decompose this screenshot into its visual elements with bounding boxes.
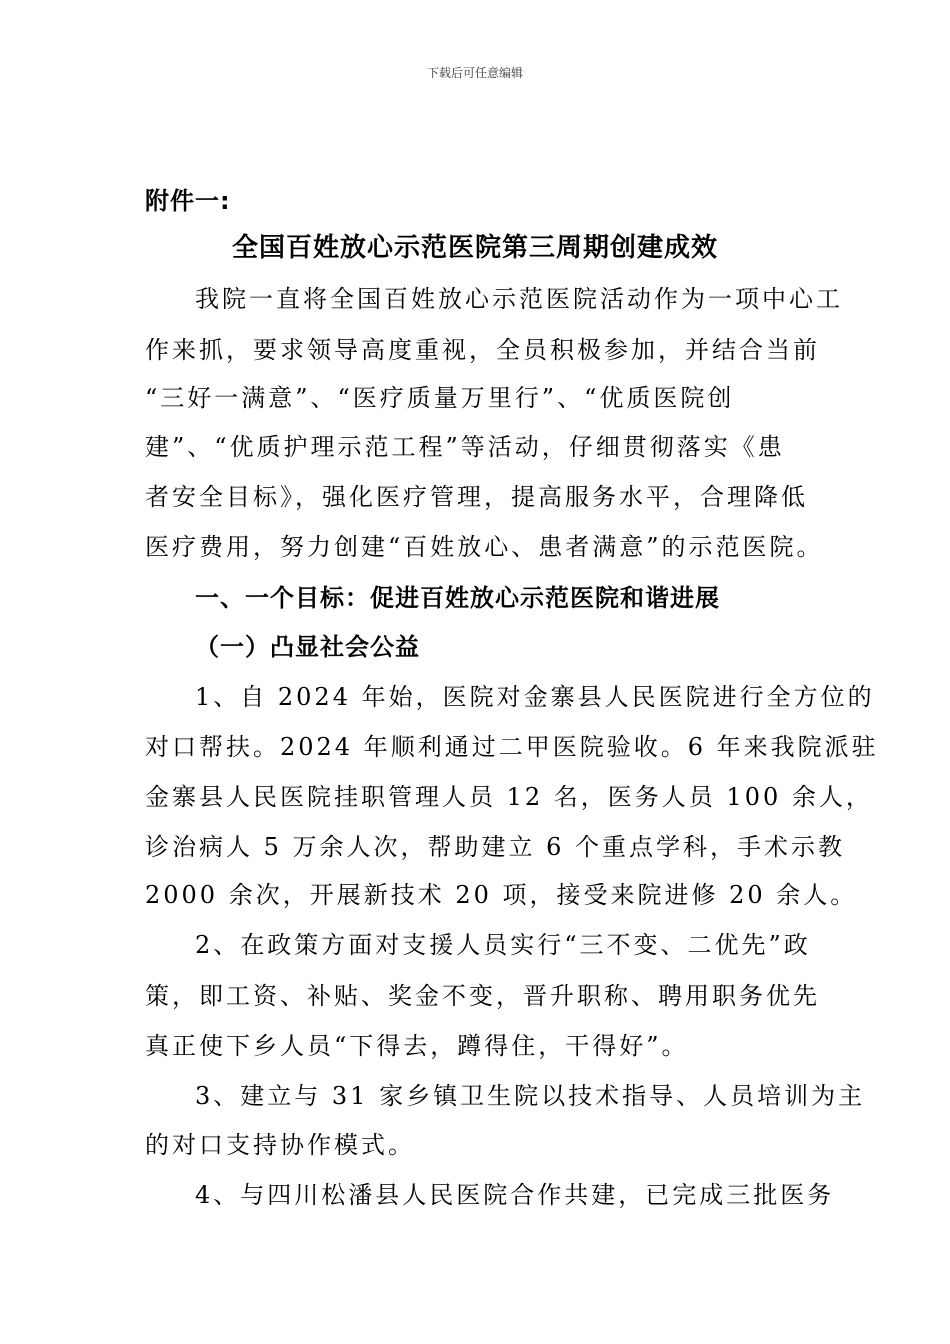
subsection-heading: （一）凸显社会公益	[195, 633, 420, 661]
paragraph-line: 2000 余次，开展新技术 20 项，接受来院进修 20 余人。	[145, 881, 858, 909]
attachment-label: 附件一:	[145, 187, 231, 215]
paragraph-line: 建”、“优质护理示范工程”等活动，仔细贯彻落实《患	[145, 433, 785, 461]
paragraph-line: 对口帮扶。2024 年顺利通过二甲医院验收。6 年来我院派驻	[145, 733, 879, 761]
section-heading: 一、一个目标：促进百姓放心示范医院和谐进展	[195, 584, 720, 612]
paragraph-line: 2、在政策方面对支援人员实行“三不变、二优先”政	[195, 931, 811, 959]
paragraph-line: 诊治病人 5 万余人次，帮助建立 6 个重点学科，手术示教	[145, 833, 846, 861]
paragraph-line: 1、自 2024 年始，医院对金寨县人民医院进行全方位的	[195, 683, 875, 711]
paragraph-line: 策，即工资、补贴、奖金不变，晋升职称、聘用职务优先	[145, 982, 820, 1010]
paragraph-line: 的对口支持协作模式。	[145, 1131, 415, 1159]
paragraph-line: 3、建立与 31 家乡镇卫生院以技术指导、人员培训为主	[195, 1082, 866, 1110]
paragraph-line: 4、与四川松潘县人民医院合作共建，已完成三批医务	[195, 1181, 835, 1209]
paragraph-line: 我院一直将全国百姓放心示范医院活动作为一项中心工	[195, 285, 843, 313]
paragraph-line: 真正使下乡人员“下得去，蹲得住，干得好”。	[145, 1032, 689, 1060]
paragraph-line: 作来抓，要求领导高度重视，全员积极参加，并结合当前	[145, 336, 820, 364]
paragraph-line: 者安全目标》，强化医疗管理，提高服务水平，合理降低	[145, 483, 808, 511]
paragraph-line: “三好一满意”、“医疗质量万里行”、“优质医院创	[145, 384, 735, 412]
header-note: 下载后可任意编辑	[426, 66, 523, 80]
paragraph-line: 医疗费用，努力创建“百姓放心、患者满意”的示范医院。	[145, 533, 824, 561]
document-title: 全国百姓放心示范医院第三周期创建成效	[231, 233, 718, 263]
paragraph-line: 金寨县人民医院挂职管理人员 12 名，医务人员 100 余人，	[145, 783, 873, 811]
